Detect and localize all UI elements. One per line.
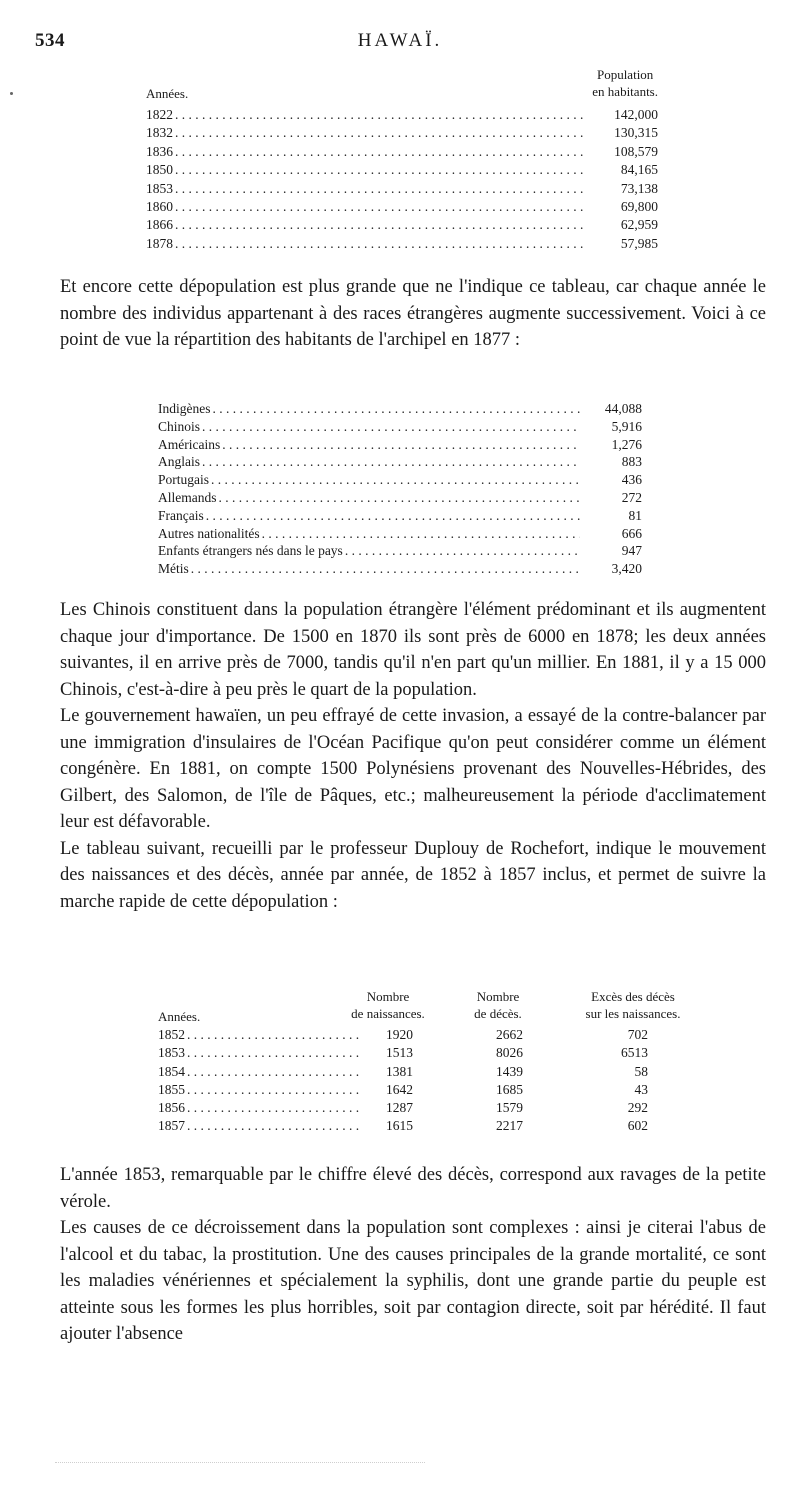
- running-title: HAWAÏ.: [357, 30, 443, 51]
- count-cell: 272: [621, 489, 642, 505]
- body-text-block: [60, 597, 766, 915]
- births-deaths-table-body: [158, 1026, 703, 1136]
- table-row: [146, 124, 658, 142]
- nationality-cell: Enfants étrangers nés dans le pays: [158, 543, 343, 559]
- deaths-column-header: Nombre de décès.: [474, 989, 522, 1021]
- table-row: [146, 143, 658, 161]
- births-cell: 1381: [386, 1063, 413, 1079]
- year-cell: 1836: [146, 143, 173, 159]
- leader-dots: [206, 507, 580, 525]
- paragraph-causes: Les causes de ce décroissement dans la population sont complexes : ainsi je citerai l'abus de l'alcool et du tabac, la prostitution. Une des causes principales de la grande mortalité, ce sont les maladies vénériennes et spécialement la syphilis, dont une grande partie du peuple est atteinte sous les formes les plus horribles, soit par contagion directe, soit par hérédité. Il faut ajouter l'absence: [60, 1218, 766, 1344]
- nationality-table-body: [158, 400, 642, 578]
- nationality-cell: Allemands: [158, 489, 217, 505]
- count-cell: 3,420: [611, 561, 642, 577]
- ink-speck: [10, 92, 13, 95]
- population-cell: 108,579: [614, 143, 658, 159]
- deaths-cell: 1579: [496, 1100, 523, 1116]
- count-cell: 666: [621, 525, 642, 541]
- leader-dots: [175, 216, 586, 234]
- table-row: [158, 436, 642, 454]
- excess-cell: 43: [634, 1081, 648, 1097]
- year-cell: 1822: [146, 107, 173, 122]
- leader-dots: [175, 180, 586, 198]
- year-cell: [158, 1099, 363, 1117]
- table-row: [158, 507, 642, 525]
- table-row: [146, 161, 658, 179]
- nationality-cell: Chinois: [158, 418, 201, 434]
- excess-cell: 58: [634, 1063, 648, 1079]
- year-cell: 1850: [146, 162, 173, 178]
- year-cell: 1866: [146, 217, 173, 233]
- year-cell: [158, 1063, 363, 1081]
- table-row: [158, 453, 642, 471]
- deaths-cell: 1439: [496, 1063, 523, 1079]
- table-row: [158, 471, 642, 489]
- leader-dots: [175, 124, 586, 142]
- leader-dots: [175, 143, 586, 161]
- table-row: [158, 1063, 703, 1081]
- leader-dots: [222, 436, 580, 454]
- population-cell: 130,315: [614, 125, 658, 141]
- nationality-cell: Anglais: [158, 454, 200, 470]
- nationality-table: [158, 400, 642, 578]
- births-deaths-table-header: [158, 988, 703, 1026]
- population-table-header: [146, 66, 658, 106]
- leader-dots: [211, 471, 580, 489]
- year-label: 1852: [158, 1027, 185, 1042]
- paragraph-text: Et encore cette dépopulation est plus grande que ne l'indique ce tableau, car chaque année le nombre des individus appartenant à des races étrangères augmente successivement. Voici à ce point de vue la répartition des habitants de l'archipel en 1877 :: [60, 277, 766, 350]
- table-row: [146, 216, 658, 234]
- leader-dots: [187, 1063, 363, 1081]
- table-row: [146, 198, 658, 216]
- year-label: 1856: [158, 1100, 185, 1116]
- count-cell: 1,276: [611, 436, 642, 452]
- table-row: [158, 1099, 703, 1117]
- population-cell: 73,138: [620, 180, 658, 196]
- paragraph-smallpox: L'année 1853, remarquable par le chiffre élevé des décès, correspond aux ravages de la petite vérole.: [60, 1165, 766, 1212]
- year-label: 1857: [158, 1118, 185, 1134]
- population-cell: 57,985: [620, 235, 658, 251]
- nationality-cell: Français: [158, 507, 204, 523]
- paragraph-depopulation: [60, 274, 766, 354]
- excess-cell: 292: [627, 1100, 648, 1116]
- excess-cell: 702: [627, 1027, 648, 1042]
- population-cell: 84,165: [620, 162, 658, 178]
- table-row: [158, 1117, 703, 1135]
- year-cell: 1860: [146, 198, 173, 214]
- excess-cell: 6513: [621, 1045, 648, 1061]
- leader-dots: [219, 489, 581, 507]
- births-cell: 1642: [386, 1081, 413, 1097]
- deaths-cell: 1685: [496, 1081, 523, 1097]
- table-row: [158, 418, 642, 436]
- leader-dots: [187, 1044, 363, 1062]
- count-cell: 44,088: [604, 401, 642, 416]
- year-cell: [158, 1026, 363, 1044]
- year-label: 1853: [158, 1045, 185, 1061]
- page-header: [35, 30, 765, 60]
- table-row: [158, 542, 642, 560]
- nationality-cell: Américains: [158, 436, 221, 452]
- leader-dots: [175, 106, 586, 124]
- population-column-header: Population en habitants.: [592, 67, 658, 99]
- scan-artifact: [55, 1462, 425, 1465]
- leader-dots: [345, 542, 580, 560]
- nationality-cell: Autres nationalités: [158, 525, 260, 541]
- year-label: 1855: [158, 1081, 185, 1097]
- table-row: [158, 1081, 703, 1099]
- deaths-cell: 8026: [496, 1045, 523, 1061]
- table-row: [158, 1044, 703, 1062]
- count-cell: 5,916: [611, 418, 642, 434]
- leader-dots: [187, 1099, 363, 1117]
- paragraph-chinese: Les Chinois constituent dans la population étrangère l'élément prédominant et ils augmentent chaque jour d'importance. De 1500 en 1870 ils sont près de 6000 en 1878; les deux années suivantes, il en arrive près de 7000, tandis qu'il n'en part qu'un millier. En 1881, il y a 15 000 Chinois, c'est-à-dire à peu près le quart de la population.: [60, 600, 766, 700]
- leader-dots: [202, 453, 580, 471]
- years-column-header: Années.: [146, 86, 189, 101]
- table-row: [158, 400, 642, 418]
- births-column-header: Nombre de naissances.: [351, 989, 425, 1021]
- nationality-cell: Métis: [158, 561, 189, 577]
- leader-dots: [202, 418, 580, 436]
- population-table-body: [146, 106, 658, 253]
- year-cell: [158, 1044, 363, 1062]
- leader-dots: [212, 400, 580, 418]
- excess-column-header: Excès des décès sur les naissances.: [585, 989, 681, 1021]
- year-cell: 1853: [146, 180, 173, 196]
- year-cell: [158, 1081, 363, 1099]
- births-cell: 1920: [386, 1027, 413, 1042]
- table-row: [146, 106, 658, 124]
- births-cell: 1287: [386, 1100, 413, 1116]
- count-cell: 436: [621, 472, 642, 488]
- year-cell: 1878: [146, 235, 173, 251]
- population-table: [146, 66, 658, 253]
- page-number: 534: [35, 30, 65, 51]
- count-cell: 81: [628, 507, 642, 523]
- paragraph-government: Le gouvernement hawaïen, un peu effrayé de cette invasion, a essayé de la contre-balancer par une immigration d'insulaires de l'Océan Pacifique qu'on peut considérer comme un élément congénère. En 1881, on compte 1500 Polynésiens provenant des Nouvelles-Hébrides, des Gilbert, des Salomon, de l'île de Pâques, etc.; malheureusement la période d'acclimatement leur est défavorable.: [60, 706, 766, 832]
- paragraph-table-intro: Le tableau suivant, recueilli par le professeur Duplouy de Rochefort, indique le mouvement des naissances et des décès, année par année, de 1852 à 1857 inclus, et permet de suivre la marche rapide de cette dépopulation :: [60, 838, 766, 912]
- leader-dots: [187, 1117, 363, 1135]
- table-row: [146, 235, 658, 253]
- leader-dots: [187, 1081, 363, 1099]
- count-cell: 883: [621, 454, 642, 470]
- population-cell: 62,959: [620, 217, 658, 233]
- births-cell: 1513: [386, 1045, 413, 1061]
- table-row: [158, 1026, 703, 1044]
- body-text-block-2: [60, 1162, 766, 1348]
- population-cell: 69,800: [620, 198, 658, 214]
- nationality-cell: Portugais: [158, 472, 210, 488]
- deaths-cell: 2217: [496, 1118, 523, 1134]
- leader-dots: [191, 560, 580, 578]
- table-row: [158, 525, 642, 543]
- leader-dots: [187, 1026, 363, 1044]
- leader-dots: [175, 235, 586, 253]
- excess-cell: 602: [627, 1118, 648, 1134]
- leader-dots: [175, 198, 586, 216]
- population-cell: 142,000: [614, 107, 658, 122]
- births-cell: 1615: [386, 1118, 413, 1134]
- table-row: [146, 180, 658, 198]
- births-deaths-table: [158, 988, 703, 1136]
- years-column-header: Années.: [158, 1009, 201, 1024]
- table-row: [158, 560, 642, 578]
- nationality-cell: Indigènes: [158, 401, 211, 416]
- deaths-cell: 2662: [496, 1027, 523, 1042]
- year-label: 1854: [158, 1063, 185, 1079]
- leader-dots: [262, 525, 580, 543]
- count-cell: 947: [621, 543, 642, 559]
- leader-dots: [175, 161, 586, 179]
- table-row: [158, 489, 642, 507]
- year-cell: [158, 1117, 363, 1135]
- year-cell: 1832: [146, 125, 173, 141]
